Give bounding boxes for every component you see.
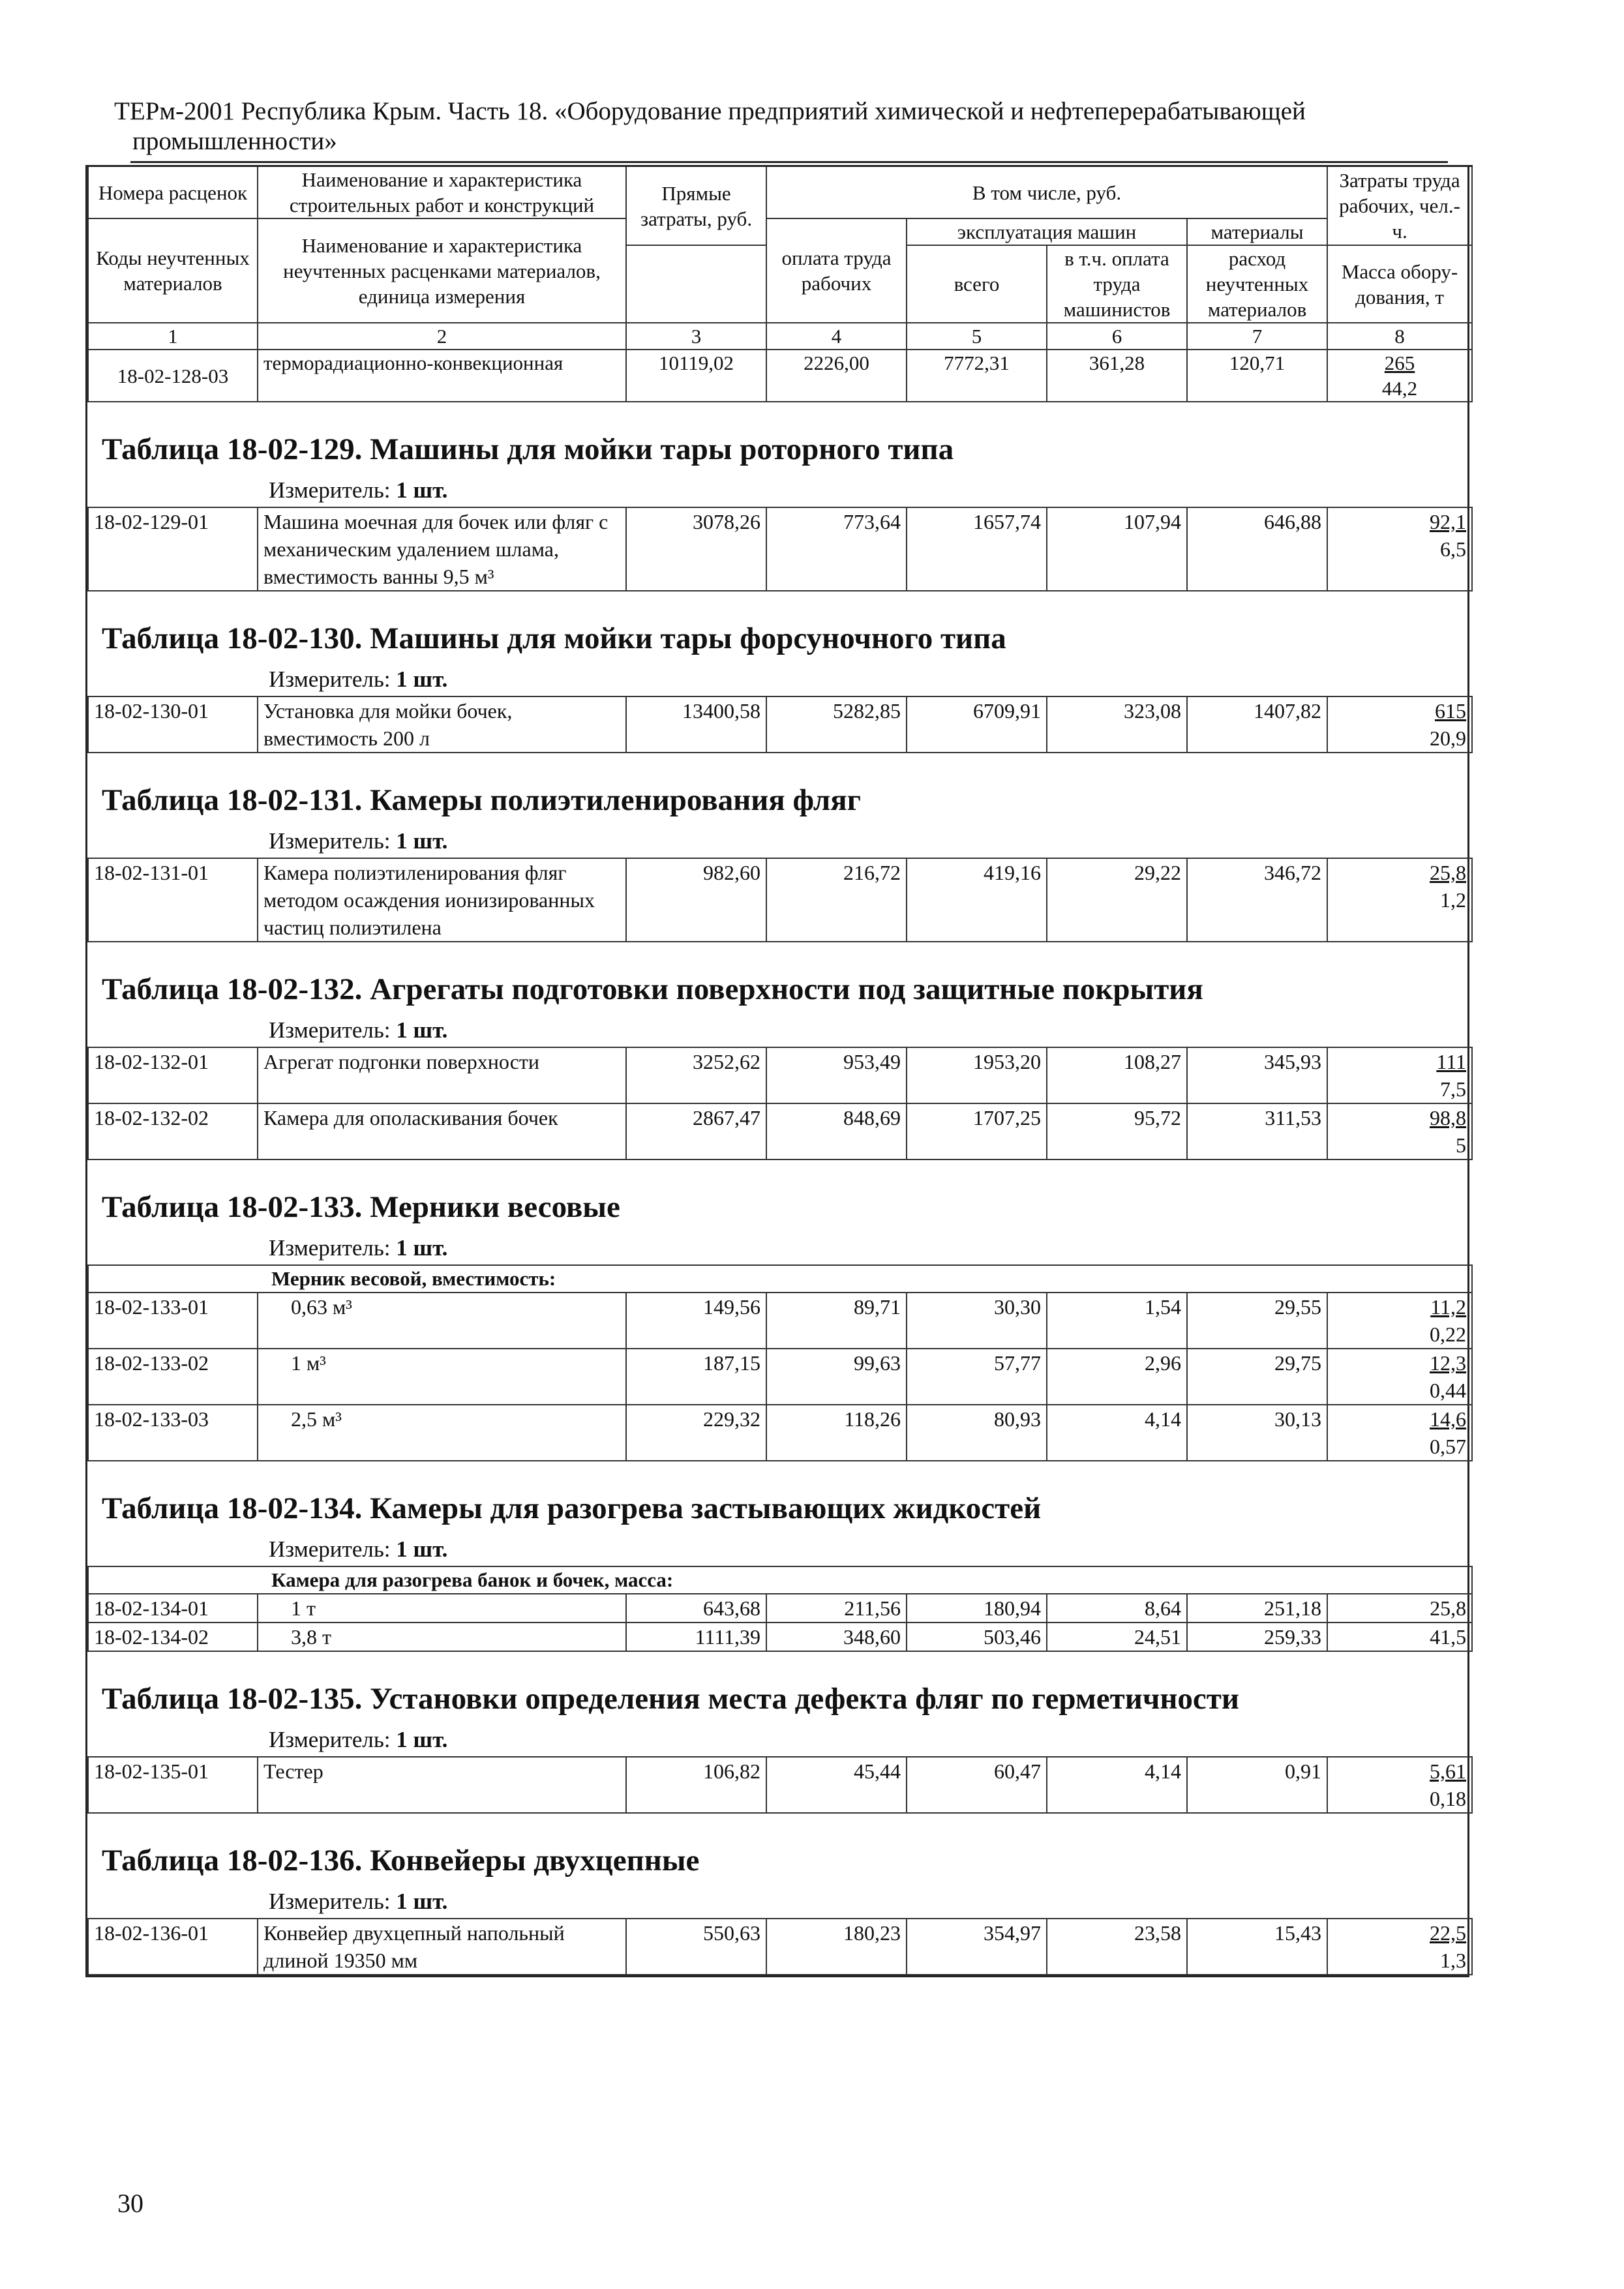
table-row	[88, 1047, 1472, 1103]
column-number: 2	[258, 323, 626, 350]
column-number: 8	[1327, 323, 1472, 350]
material-cost: 29,75	[1187, 1349, 1327, 1405]
material-cost: 345,93	[1187, 1047, 1327, 1103]
rates-table	[87, 1756, 1473, 1814]
section-title: Таблица 18-02-129. Машины для мойки тары роторного типа	[102, 432, 954, 466]
labor-cost: 773,64	[766, 507, 907, 591]
labor-hours: 98,8	[1430, 1106, 1466, 1130]
material-cost: 311,53	[1187, 1103, 1327, 1159]
machinist-cost: 23,58	[1047, 1919, 1187, 1975]
labor-hours-and-mass	[1327, 1047, 1472, 1103]
machinist-cost: 24,51	[1047, 1623, 1187, 1651]
machine-cost: 1657,74	[907, 507, 1047, 591]
table-section	[87, 402, 1467, 591]
column-number: 3	[626, 323, 766, 350]
direct-cost: 550,63	[626, 1919, 766, 1975]
machine-cost: 30,30	[907, 1293, 1047, 1349]
header-line-2: промышленности»	[132, 127, 337, 155]
machine-cost: 57,77	[907, 1349, 1047, 1405]
rate-code: 18-02-134-02	[88, 1623, 258, 1651]
labor-hours-and-mass	[1327, 1405, 1472, 1461]
equipment-mass: 0,44	[1430, 1379, 1467, 1402]
header-work-name: Наименование и характеристика строительных работ и конструкций	[258, 166, 626, 219]
rate-code: 18-02-133-02	[88, 1349, 258, 1405]
column-number: 5	[907, 323, 1047, 350]
labor-cost: 45,44	[766, 1757, 907, 1813]
machinist-cost: 323,08	[1047, 696, 1187, 753]
table-row	[88, 858, 1472, 942]
rate-code: 18-02-132-02	[88, 1103, 258, 1159]
labor-cost: 118,26	[766, 1405, 907, 1461]
table-row	[88, 1594, 1472, 1623]
labor-hours: 5,61	[1430, 1759, 1466, 1783]
rate-code: 18-02-130-01	[88, 696, 258, 753]
material-cost: 0,91	[1187, 1757, 1327, 1813]
labor-hours: 22,5	[1430, 1921, 1466, 1945]
header-material-codes: Коды неучтенных материалов	[88, 218, 258, 323]
table-row	[88, 696, 1472, 753]
direct-cost: 1111,39	[626, 1623, 766, 1651]
unit-value: 1 шт.	[396, 1235, 448, 1261]
rate-code: 18-02-134-01	[88, 1594, 258, 1623]
labor-cost: 99,63	[766, 1349, 907, 1405]
header-including: В том числе, руб.	[766, 166, 1327, 219]
labor-hours: 615	[1435, 699, 1466, 723]
unit-of-measure	[87, 1017, 1467, 1047]
rate-name: 1 т	[258, 1594, 626, 1623]
header-rate-numbers: Номера расценок	[88, 166, 258, 219]
direct-cost: 229,32	[626, 1405, 766, 1461]
rate-name: 1 м³	[258, 1349, 626, 1405]
machine-cost: 1707,25	[907, 1103, 1047, 1159]
material-cost: 15,43	[1187, 1919, 1327, 1975]
direct-cost: 13400,58	[626, 696, 766, 753]
unit-value: 1 шт.	[396, 477, 448, 503]
labor-hours-and-mass	[1327, 1919, 1472, 1975]
group-heading: Мерник весовой, вместимость:	[88, 1265, 1472, 1293]
machinist-cost: 1,54	[1047, 1293, 1187, 1349]
unit-label: Измеритель:	[269, 477, 391, 503]
rates-table	[87, 858, 1473, 942]
unit-value: 1 шт.	[396, 1889, 448, 1914]
table-section	[87, 1461, 1467, 1652]
table-row	[88, 1405, 1472, 1461]
table-row	[88, 1103, 1472, 1159]
unit-of-measure	[87, 666, 1467, 696]
labor-hours: 25,8	[1430, 1596, 1467, 1620]
rate-code: 18-02-133-03	[88, 1405, 258, 1461]
unit-value: 1 шт.	[396, 828, 448, 854]
rate-name: Тестер	[258, 1757, 626, 1813]
labor-cost: 348,60	[766, 1623, 907, 1651]
column-header-table	[87, 165, 1473, 402]
labor-hours: 92,1	[1430, 510, 1466, 533]
rate-name: терморадиационно-конвекционная	[258, 350, 626, 402]
unit-of-measure	[87, 828, 1467, 858]
column-number: 7	[1187, 323, 1327, 350]
labor-hours: 265	[1384, 352, 1415, 374]
rates-table	[87, 1566, 1473, 1652]
column-number: 6	[1047, 323, 1187, 350]
rates-table	[87, 507, 1473, 591]
running-header	[114, 97, 1458, 157]
material-cost: 30,13	[1187, 1405, 1327, 1461]
unit-value: 1 шт.	[396, 1727, 448, 1752]
machine-cost: 354,97	[907, 1919, 1047, 1975]
labor-hours: 41,5	[1430, 1625, 1467, 1649]
unit-value: 1 шт.	[396, 1536, 448, 1562]
labor-hours: 11,2	[1430, 1295, 1467, 1319]
machine-cost: 6709,91	[907, 696, 1047, 753]
page-number: 30	[117, 2189, 143, 2218]
rate-name: 3,8 т	[258, 1623, 626, 1651]
direct-cost: 3252,62	[626, 1047, 766, 1103]
rate-name: 0,63 м³	[258, 1293, 626, 1349]
machinist-cost: 107,94	[1047, 507, 1187, 591]
equipment-mass: 44,2	[1381, 377, 1418, 400]
direct-cost: 3078,26	[626, 507, 766, 591]
rate-name: Конвейер двухцепный напольный длиной 19350 мм	[258, 1919, 626, 1975]
machine-cost: 7772,31	[907, 350, 1047, 402]
section-title: Таблица 18-02-135. Установки определения места дефекта фляг по герметичности	[102, 1682, 1239, 1716]
labor-cost: 89,71	[766, 1293, 907, 1349]
rates-table	[87, 1047, 1473, 1160]
equipment-mass: 7,5	[1440, 1077, 1466, 1101]
direct-cost: 106,82	[626, 1757, 766, 1813]
section-title: Таблица 18-02-136. Конвейеры двухцепные	[102, 1844, 700, 1878]
labor-hours-and-mass	[1327, 696, 1472, 753]
table-section	[87, 1814, 1467, 1975]
rate-code: 18-02-135-01	[88, 1757, 258, 1813]
equipment-mass: 1,2	[1440, 888, 1466, 912]
table-row	[88, 1919, 1472, 1975]
unit-label: Измеритель:	[269, 1889, 391, 1914]
rate-name: 2,5 м³	[258, 1405, 626, 1461]
material-cost: 646,88	[1187, 507, 1327, 591]
table-section	[87, 1160, 1467, 1461]
header-machines-total: всего	[907, 245, 1047, 323]
unit-of-measure	[87, 1888, 1467, 1918]
labor-hours-and-mass	[1327, 858, 1472, 942]
table-row	[88, 1293, 1472, 1349]
unit-label: Измеритель:	[269, 1235, 391, 1261]
machine-cost: 503,46	[907, 1623, 1047, 1651]
rate-name: Камера для ополаскивания бочек	[258, 1103, 626, 1159]
equipment-mass: 0,22	[1430, 1323, 1467, 1346]
rates-table	[87, 1918, 1473, 1975]
rate-name: Камера полиэтиленирования фляг методом осаждения ионизированных частиц полиэтилена	[258, 858, 626, 942]
section-title: Таблица 18-02-132. Агрегаты подготовки поверхности под защитные покрытия	[102, 972, 1203, 1006]
header-machinists-pay: в т.ч. оплата труда машинистов	[1047, 245, 1187, 323]
rate-code: 18-02-136-01	[88, 1919, 258, 1975]
header-material-names: Наименование и характеристика неучтенных расценками материалов, единица измерения	[258, 218, 626, 323]
rates-table	[87, 696, 1473, 753]
header-equipment-mass: Масса обору- дования, т	[1327, 245, 1472, 323]
material-cost: 259,33	[1187, 1623, 1327, 1651]
material-cost: 1407,82	[1187, 696, 1327, 753]
direct-cost: 149,56	[626, 1293, 766, 1349]
labor-hours-and-mass	[1327, 1103, 1472, 1159]
sections-container	[87, 402, 1467, 1975]
equipment-mass: 0,57	[1430, 1435, 1467, 1458]
header-rule	[130, 161, 1448, 163]
column-numbers-row	[88, 323, 1472, 350]
equipment-mass: 1,3	[1440, 1949, 1466, 1972]
material-cost: 120,71	[1187, 350, 1327, 402]
rate-name: Машина моечная для бочек или фляг с механическим удалением шлама, вместимость ванны 9,5 м³	[258, 507, 626, 591]
machine-cost: 180,94	[907, 1594, 1047, 1623]
rate-code: 18-02-128-03	[88, 350, 258, 402]
machine-cost: 60,47	[907, 1757, 1047, 1813]
price-table-document	[85, 165, 1469, 1977]
direct-cost: 982,60	[626, 858, 766, 942]
rate-name: Установка для мойки бочек, вместимость 200 л	[258, 696, 626, 753]
unit-of-measure	[87, 1234, 1467, 1264]
labor-hours-and-mass	[1327, 1757, 1472, 1813]
unit-of-measure	[87, 1536, 1467, 1566]
machine-cost: 80,93	[907, 1405, 1047, 1461]
labor-hours-and-mass	[1327, 1623, 1472, 1651]
rate-code: 18-02-129-01	[88, 507, 258, 591]
unit-label: Измеритель:	[269, 1536, 391, 1562]
equipment-mass: 5	[1456, 1133, 1466, 1157]
rate-name: Агрегат подгонки поверхности	[258, 1047, 626, 1103]
machinist-cost: 361,28	[1047, 350, 1187, 402]
rate-code: 18-02-132-01	[88, 1047, 258, 1103]
material-cost: 29,55	[1187, 1293, 1327, 1349]
machinist-cost: 2,96	[1047, 1349, 1187, 1405]
header-line-1: ТЕРм-2001 Республика Крым. Часть 18. «Оборудование предприятий химической и нефтеперерабатывающей	[114, 97, 1306, 125]
section-title: Таблица 18-02-133. Мерники весовые	[102, 1190, 620, 1224]
table-section	[87, 591, 1467, 753]
labor-hours: 12,3	[1430, 1351, 1467, 1375]
machine-cost: 419,16	[907, 858, 1047, 942]
group-heading: Камера для разогрева банок и бочек, масса:	[88, 1566, 1472, 1594]
unit-value: 1 шт.	[396, 666, 448, 692]
labor-hours: 14,6	[1430, 1407, 1467, 1431]
labor-cost: 848,69	[766, 1103, 907, 1159]
direct-cost: 187,15	[626, 1349, 766, 1405]
column-number: 4	[766, 323, 907, 350]
section-title: Таблица 18-02-130. Машины для мойки тары форсуночного типа	[102, 621, 1006, 655]
labor-hours: 25,8	[1430, 861, 1466, 884]
unit-of-measure	[87, 1726, 1467, 1756]
machinist-cost: 108,27	[1047, 1047, 1187, 1103]
table-row	[88, 1623, 1472, 1651]
header-machines: эксплуатация машин	[907, 218, 1187, 245]
table-row	[88, 350, 1472, 402]
machinist-cost: 95,72	[1047, 1103, 1187, 1159]
machinist-cost: 4,14	[1047, 1757, 1187, 1813]
section-title: Таблица 18-02-131. Камеры полиэтиленирования фляг	[102, 783, 861, 817]
labor-hours-and-mass	[1327, 1349, 1472, 1405]
equipment-mass: 20,9	[1430, 726, 1466, 750]
section-title: Таблица 18-02-134. Камеры для разогрева застывающих жидкостей	[102, 1491, 1042, 1525]
labor-cost: 5282,85	[766, 696, 907, 753]
column-number: 1	[88, 323, 258, 350]
header-direct-costs: Прямые затраты, руб.	[626, 166, 766, 246]
direct-cost: 643,68	[626, 1594, 766, 1623]
table-section	[87, 942, 1467, 1160]
labor-cost: 953,49	[766, 1047, 907, 1103]
unit-label: Измеритель:	[269, 666, 391, 692]
table-section	[87, 753, 1467, 942]
labor-cost: 2226,00	[766, 350, 907, 402]
table-section	[87, 1652, 1467, 1814]
material-cost: 346,72	[1187, 858, 1327, 942]
table-row	[88, 1349, 1472, 1405]
rate-code: 18-02-131-01	[88, 858, 258, 942]
direct-cost: 10119,02	[626, 350, 766, 402]
rate-code: 18-02-133-01	[88, 1293, 258, 1349]
machinist-cost: 8,64	[1047, 1594, 1187, 1623]
equipment-mass: 0,18	[1430, 1787, 1466, 1810]
rates-table	[87, 1264, 1473, 1461]
material-cost: 251,18	[1187, 1594, 1327, 1623]
unit-label: Измеритель:	[269, 1727, 391, 1752]
unit-of-measure	[87, 477, 1467, 507]
labor-hours: 111	[1436, 1050, 1466, 1073]
labor-cost: 180,23	[766, 1919, 907, 1975]
header-labor-pay: оплата труда рабочих	[766, 218, 907, 323]
table-row	[88, 1757, 1472, 1813]
equipment-mass: 6,5	[1440, 537, 1466, 561]
unit-label: Измеритель:	[269, 828, 391, 854]
labor-hours-and-mass	[1327, 1594, 1472, 1623]
labor-cost: 211,56	[766, 1594, 907, 1623]
machine-cost: 1953,20	[907, 1047, 1047, 1103]
labor-hours-and-mass	[1327, 1293, 1472, 1349]
labor-hours-and-mass	[1327, 350, 1472, 402]
unit-label: Измеритель:	[269, 1017, 391, 1043]
labor-hours-and-mass	[1327, 507, 1472, 591]
machinist-cost: 29,22	[1047, 858, 1187, 942]
machinist-cost: 4,14	[1047, 1405, 1187, 1461]
labor-cost: 216,72	[766, 858, 907, 942]
header-labor-hours: Затраты труда рабочих, чел.-ч.	[1327, 166, 1472, 246]
header-unaccounted-materials: расход неучтенных материалов	[1187, 245, 1327, 323]
header-materials: материалы	[1187, 218, 1327, 245]
direct-cost: 2867,47	[626, 1103, 766, 1159]
table-row	[88, 507, 1472, 591]
unit-value: 1 шт.	[396, 1017, 448, 1043]
